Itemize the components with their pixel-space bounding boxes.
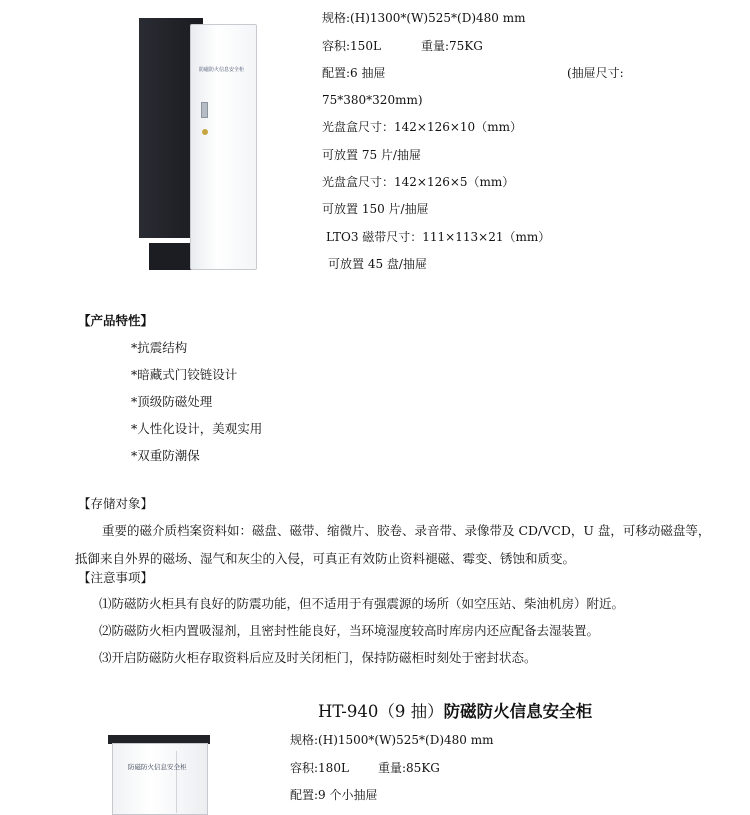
cabinet-door-label: 防磁防火信息安全柜	[128, 763, 187, 771]
spec-cd-capacity-1: 可放置 75 片/抽屉	[322, 148, 421, 162]
cabinet-door	[190, 24, 257, 270]
cabinet-handle	[201, 102, 208, 118]
spec-drawer-size-label: (抽屉尺寸:	[567, 66, 624, 80]
spec-lto-capacity: 可放置 45 盘/抽屉	[328, 257, 427, 271]
spec-cd-box-1: 光盘盒尺寸：142×126×10（mm）	[322, 120, 522, 134]
feature-item: *抗震结构	[131, 340, 188, 355]
storage-heading: 【存储对象】	[78, 496, 154, 511]
product1-cabinet-image	[139, 18, 264, 270]
spec-lto-size: LTO3 磁带尺寸：111×113×21（mm）	[326, 230, 551, 244]
cabinet-door-divider	[176, 751, 177, 813]
cabinet-door-label: 防磁防火信息安全柜	[199, 67, 245, 73]
note-item: ⑴防磁防火柜具有良好的防震功能，但不适用于有强震源的场所（如空压站、柴油机房）附近。	[99, 596, 625, 611]
feature-item: *顶级防磁处理	[131, 394, 213, 409]
product2-spec-config: 配置:9 个小抽屉	[290, 788, 378, 802]
feature-item: *暗藏式门铰链设计	[131, 367, 238, 382]
spec-config: 配置:6 抽屉	[322, 66, 386, 80]
storage-line-2: 抵御来自外界的磁场、湿气和灰尘的入侵，可真正有效防止资料褪磁、霉变、锈蚀和质变。	[75, 551, 576, 566]
spec-cd-box-2: 光盘盒尺寸：142×126×5（mm）	[322, 175, 515, 189]
product2-name: 防磁防火信息安全柜	[443, 702, 593, 721]
spec-weight: 重量:75KG	[421, 39, 483, 53]
cabinet-lock-icon	[202, 129, 208, 135]
spec-drawer-size-value: 75*380*320mm)	[322, 93, 423, 107]
spec-size: 规格:(H)1300*(W)525*(D)480 mm	[322, 11, 526, 25]
cabinet-door	[112, 743, 208, 815]
feature-item: *双重防潮保	[131, 448, 200, 463]
feature-item: *人性化设计，美观实用	[131, 421, 263, 436]
notes-heading: 【注意事项】	[78, 570, 154, 585]
product2-cabinet-image	[108, 735, 210, 813]
note-item: ⑶开启防磁防火柜存取资料后应及时关闭柜门，保持防磁柜时刻处于密封状态。	[99, 650, 537, 665]
note-item: ⑵防磁防火柜内置吸湿剂，且密封性能良好，当环境湿度较高时库房内还应配备去湿装置。	[99, 623, 600, 638]
product2-spec-weight: 重量:85KG	[378, 761, 440, 775]
product2-spec-size: 规格:(H)1500*(W)525*(D)480 mm	[290, 733, 494, 747]
product2-spec-volume: 容积:180L	[290, 761, 349, 775]
spec-cd-capacity-2: 可放置 150 片/抽屉	[322, 202, 429, 216]
product2-title	[318, 702, 592, 722]
features-heading: 【产品特性】	[78, 313, 154, 328]
product2-model: HT-940（9 抽）	[318, 702, 444, 721]
storage-line-1: 重要的磁介质档案资料如：磁盘、磁带、缩微片、胶卷、录音带、录像带及 CD/VCD，U 盘，可移动磁盘等，	[102, 523, 711, 538]
spec-volume: 容积:150L	[322, 39, 381, 53]
